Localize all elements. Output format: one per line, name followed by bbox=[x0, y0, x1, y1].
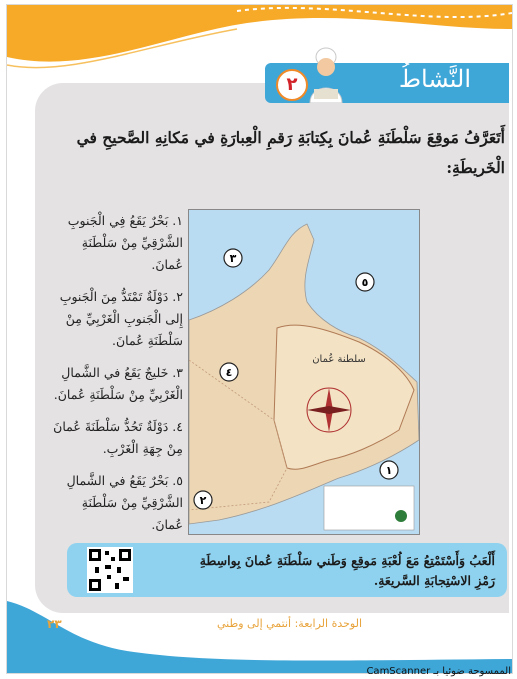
decorative-footer-wave bbox=[7, 601, 512, 673]
student-avatar-icon bbox=[306, 45, 346, 103]
ministry-logo bbox=[395, 510, 407, 522]
unit-title: الوحدة الرابعة: أنتمي إلى وطني bbox=[217, 617, 363, 630]
activity-title: النَّشاطُ bbox=[398, 65, 471, 93]
list-item: ٣. خَليجٌ يَقَعُ في الشَّمالِ الْغَرْبِيِّ مِنْ سَلْطَنَةِ عُمانَ. bbox=[53, 365, 183, 402]
map-legend bbox=[324, 486, 414, 530]
map-number-5 bbox=[356, 273, 374, 291]
svg-text:٤: ٤ bbox=[225, 366, 233, 379]
svg-text:٣: ٣ bbox=[229, 252, 237, 265]
qr-instruction: أَلْعَبُ وَأَسْتَمْتِعُ مَعَ لُعْبَةِ مَوقِعِ وَطَني سَلْطَنَةِ عُمانَ بِواسِطَةِ رَمْزِ الاسْتِجابَةِ السَّريعَةِ. bbox=[199, 553, 495, 588]
map-drawing bbox=[189, 210, 419, 534]
statement-list bbox=[47, 210, 183, 546]
activity-header bbox=[265, 63, 509, 103]
svg-text:٥: ٥ bbox=[361, 276, 369, 289]
qr-activity-bar bbox=[67, 543, 507, 597]
textbook-page bbox=[6, 4, 513, 674]
list-item: ٢. دَوْلَةٌ تَمْتَدُّ مِنَ الْجَنوبِ إِلى الْجَنوبِ الْغَرْبِيِّ مِنْ سَلْطَنَةِ عُمانَ. bbox=[59, 289, 183, 348]
map-number-2 bbox=[194, 491, 212, 509]
page-number: ٢٣ bbox=[47, 617, 62, 631]
camscanner-watermark: الممسوحة ضوئيا بـ CamScanner bbox=[366, 666, 511, 677]
compass-rose-icon bbox=[307, 388, 351, 432]
map-number-3 bbox=[224, 249, 242, 267]
svg-text:٢: ٢ bbox=[199, 494, 207, 507]
instruction-text: أَتَعَرَّفُ مَوقِعَ سَلْطَنَةِ عُمانَ بِكِتابَةِ رَقمِ الْعِبارَةِ في مَكانِهِ الصَّحيحِ في الْخَريطَةِ: bbox=[76, 128, 505, 177]
map-country-label: سلطنة عُمان bbox=[312, 354, 366, 365]
qr-code-icon[interactable] bbox=[87, 547, 133, 593]
activity-number: ٢ bbox=[276, 69, 308, 101]
list-item: ١. بَحْرٌ يَقَعُ فِي الْجَنوبِ الشَّرْقِيِّ مِنْ سَلْطَنَةِ عُمانَ. bbox=[67, 213, 183, 272]
map-number-1 bbox=[380, 461, 398, 479]
list-item: ٤. دَوْلَةٌ تَحُدُّ سَلْطَنَةَ عُمانَ مِنْ جِهَةِ الْغَرْبِ. bbox=[53, 419, 183, 456]
list-item: ٥. بَحْرٌ يَقَعُ في الشَّمالِ الشَّرْقِيِّ مِنْ سَلْطَنَةِ عُمانَ. bbox=[66, 473, 183, 532]
svg-text:١: ١ bbox=[385, 464, 393, 477]
oman-map bbox=[188, 209, 420, 535]
map-number-4 bbox=[220, 363, 238, 381]
